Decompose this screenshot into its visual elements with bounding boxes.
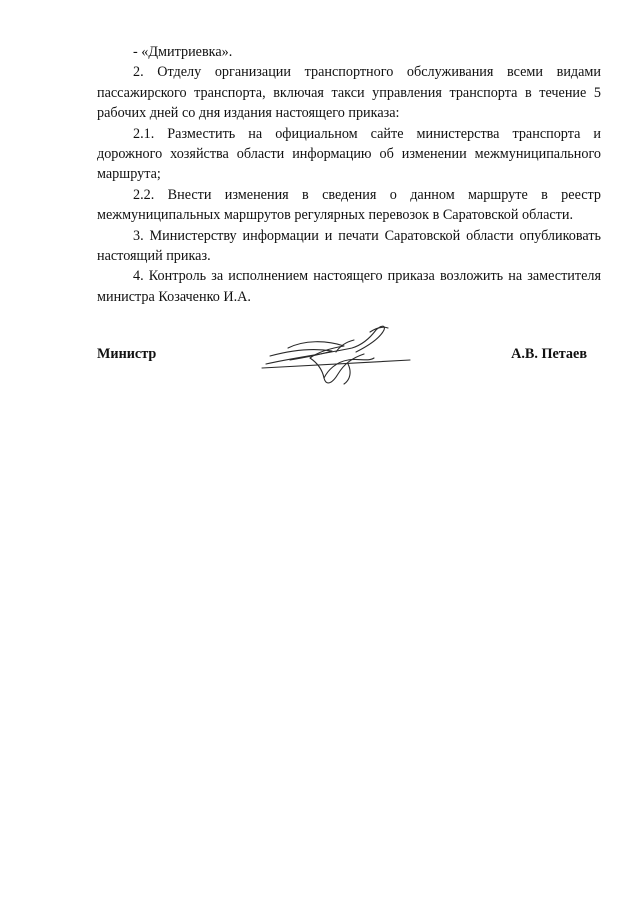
- document-body: [97, 42, 601, 307]
- paragraph-2-2: 2.2. Внести изменения в сведения о данном маршруте в реестр межмуниципальных маршрутов регулярных перевозок в Саратовской области.: [97, 186, 601, 224]
- handwritten-signature-icon: [252, 318, 422, 398]
- paragraph-3: 3. Министерству информации и печати Саратовской области опубликовать настоящий приказ.: [97, 227, 601, 265]
- paragraph-2-1: 2.1. Разместить на официальном сайте министерства транспорта и дорожного хозяйства области информацию об изменении межмуниципального маршрута;: [97, 125, 601, 183]
- paragraph-2: 2. Отделу организации транспортного обслуживания всеми видами пассажирского транспорта, включая такси управления транспорта в течение 5 рабочих дней со дня издания настоящего приказа:: [97, 64, 601, 122]
- signatory-name: А.В. Петаев: [511, 346, 587, 362]
- paragraph-item-dmitrievka: - «Дмитриевка».: [133, 44, 233, 60]
- signatory-title: Министр: [97, 346, 157, 362]
- paragraph-4: 4. Контроль за исполнением настоящего приказа возложить на заместителя министра Козаченко И.А.: [97, 268, 601, 305]
